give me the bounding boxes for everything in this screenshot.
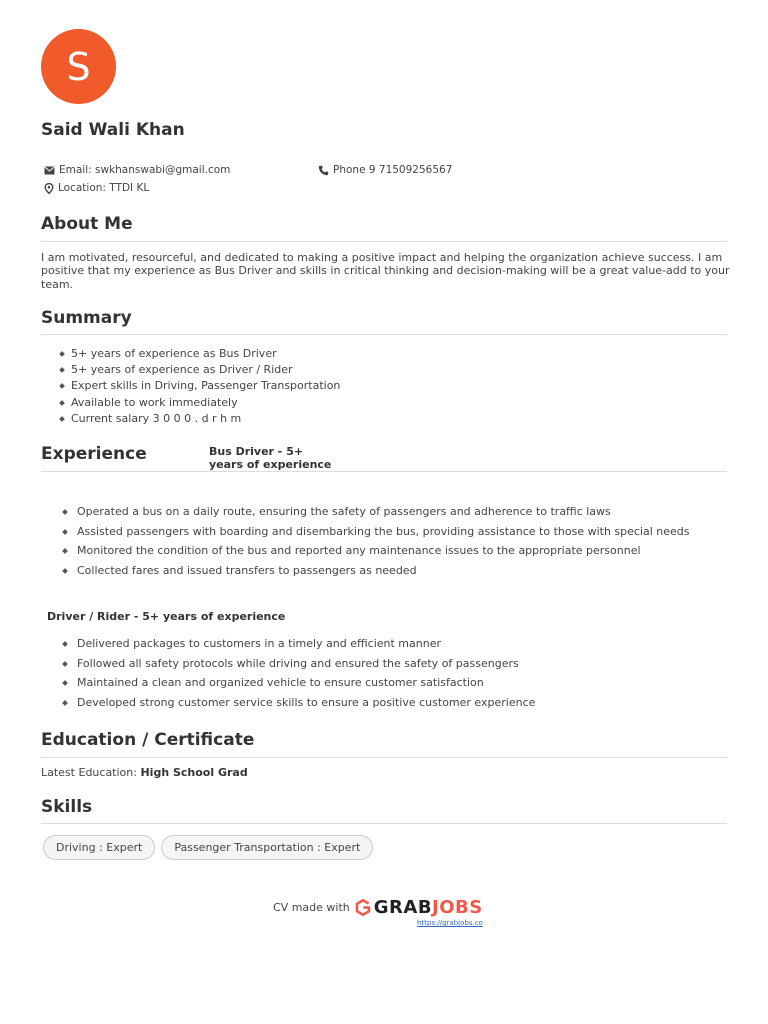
skills-list (43, 835, 373, 860)
contact-phone (318, 164, 452, 176)
about-divider (41, 241, 727, 242)
job-heading-driver-rider: Driver / Rider - 5+ years of experience (47, 610, 286, 623)
location-pin-icon (44, 183, 54, 194)
avatar-initial: S (66, 44, 91, 89)
list-item: Assisted passengers with boarding and disembarking the bus, providing assistance to those with special needs (60, 523, 730, 540)
candidate-name: Said Wali Khan (41, 120, 185, 140)
education-label: Latest Education: (41, 766, 137, 779)
list-item: Available to work immediately (59, 395, 340, 411)
skills-divider (41, 823, 727, 824)
contact-email (44, 164, 230, 176)
email-label: Email: (59, 164, 92, 176)
list-item: Operated a bus on a daily route, ensuring the safety of passengers and adherence to traffic laws (60, 503, 730, 520)
list-item: 5+ years of experience as Bus Driver (59, 346, 340, 362)
about-title: About Me (41, 214, 133, 234)
list-item: Current salary 3 0 0 0 . d r h m (59, 411, 340, 427)
phone-icon (318, 165, 329, 176)
summary-list (59, 346, 340, 427)
avatar (41, 29, 116, 104)
email-value: swkhanswabi@gmail.com (95, 164, 231, 176)
list-item: Maintained a clean and organized vehicle to ensure customer satisfaction (60, 674, 730, 691)
contact-location (44, 182, 149, 194)
skill-chip: Driving : Expert (43, 835, 155, 860)
list-item: Expert skills in Driving, Passenger Transportation (59, 378, 340, 394)
footer-made-with: CV made with (273, 901, 350, 914)
job-heading-line: Bus Driver - 5+ (209, 445, 304, 458)
job-bullets-driver-rider (60, 635, 730, 713)
education-line (41, 766, 248, 779)
location-label: Location: (58, 182, 106, 194)
summary-divider (41, 334, 727, 335)
experience-divider (41, 471, 727, 472)
list-item: 5+ years of experience as Driver / Rider (59, 362, 340, 378)
phone-label: Phone (333, 164, 366, 176)
education-divider (41, 757, 727, 758)
logo-jobs: JOBS (432, 897, 483, 918)
education-value: High School Grad (140, 766, 248, 779)
phone-value: 9 71509256567 (368, 164, 453, 176)
envelope-icon (44, 166, 55, 175)
footer-link[interactable]: https://grabjobs.co (417, 919, 483, 927)
education-title: Education / Certificate (41, 730, 255, 750)
about-text: I am motivated, resourceful, and dedicated to making a positive impact and helping the organization achieve success. I am positive that my experience as Bus Driver and skills in critical thinking and decision-making will be a great value-add to your team. (41, 251, 730, 291)
list-item: Collected fares and issued transfers to passengers as needed (60, 562, 730, 579)
location-value: TTDI KL (109, 182, 150, 194)
footer (273, 897, 483, 918)
list-item: Followed all safety protocols while driving and ensured the safety of passengers (60, 655, 730, 672)
skill-chip: Passenger Transportation : Expert (161, 835, 373, 860)
job-bullets-bus-driver (60, 503, 730, 581)
grabjobs-logo[interactable] (355, 897, 483, 918)
list-item: Delivered packages to customers in a timely and efficient manner (60, 635, 730, 652)
logo-grab: GRAB (373, 897, 433, 918)
experience-title: Experience (41, 444, 147, 464)
job-heading-bus-driver (209, 445, 331, 471)
grabjobs-g-icon (355, 899, 371, 917)
skills-title: Skills (41, 797, 93, 817)
list-item: Developed strong customer service skills to ensure a positive customer experience (60, 694, 730, 711)
job-heading-line: years of experience (209, 458, 332, 471)
list-item: Monitored the condition of the bus and reported any maintenance issues to the appropriate personnel (60, 542, 730, 559)
summary-title: Summary (41, 308, 132, 328)
